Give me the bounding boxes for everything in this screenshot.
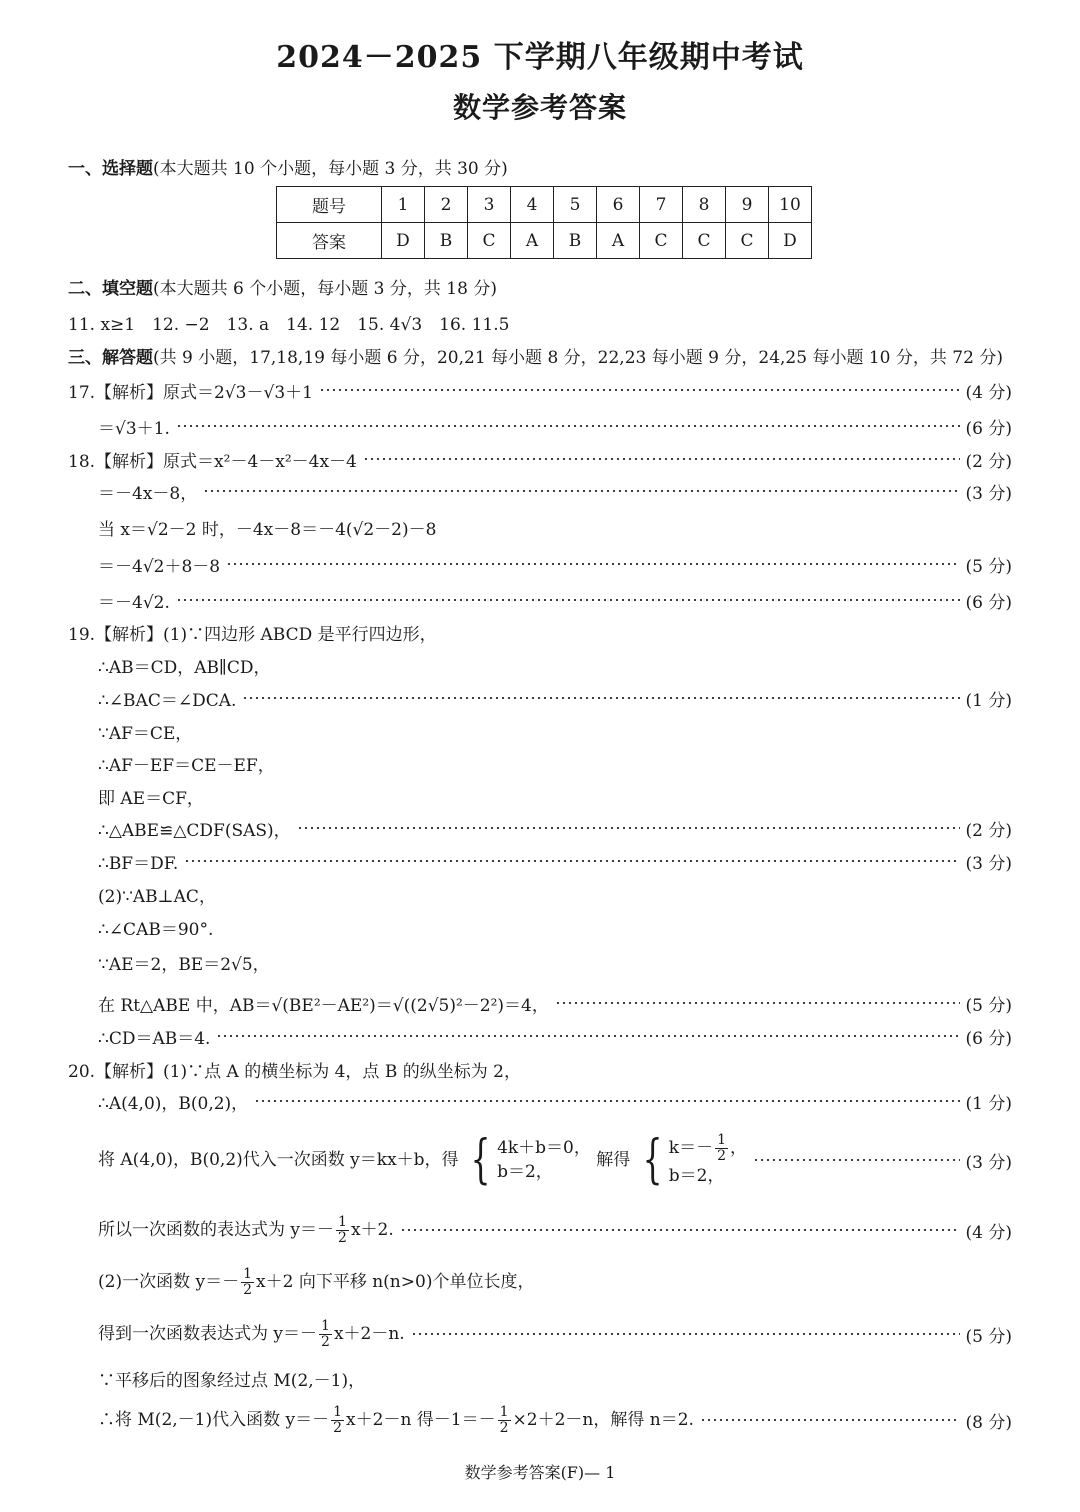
- solution-line: ∵平移后的图象经过点 M(2,－1)，: [98, 1370, 366, 1391]
- table-row: [277, 223, 812, 259]
- table-cell: 4: [511, 187, 554, 223]
- solution-line: 17.【解析】原式＝2√3－√3＋1 (4 分): [68, 382, 1012, 403]
- table-cell: D: [382, 223, 425, 259]
- answer-table: [276, 186, 812, 259]
- page-title: 2024－2025 下学期八年级期中考试: [276, 40, 804, 75]
- solution-line: (2)一次函数 y＝－ $\frac{1}{2}$ x＋2 向下平移 n(n>0)个单位长度，: [98, 1265, 535, 1298]
- solution-line: ＝√3＋1. (6 分): [98, 418, 1012, 439]
- solution-line: 将 A(4,0)，B(0,2)代入一次函数 y＝kx＋b，得 { 4k＋b＝0， b＝2， 解得 { k＝－ $\frac{1}{2}$ ， b＝2， (3 分): [98, 1130, 1012, 1190]
- solution-line: 得到一次函数表达式为 y＝－ $\frac{1}{2}$ x＋2－n. (5 分): [98, 1317, 1012, 1350]
- solution-line: 当 x＝√2－2 时，－4x－8＝－4(√2－2)－8: [98, 519, 437, 540]
- solution-line: ∴A(4,0)，B(0,2)， (1 分): [98, 1093, 1012, 1114]
- solution-line: ∴BF＝DF. (3 分): [98, 853, 1012, 874]
- solution-line: 20.【解析】(1)∵点 A 的横坐标为 4，点 B 的纵坐标为 2，: [68, 1061, 521, 1082]
- solution-line: ＝－4x－8， (3 分): [98, 483, 1012, 504]
- table-cell: C: [683, 223, 726, 259]
- solution-line: 19.【解析】(1)∵四边形 ABCD 是平行四边形，: [68, 624, 437, 645]
- table-cell: C: [468, 223, 511, 259]
- table-cell: A: [511, 223, 554, 259]
- section-choice-heading: 一、选择题(本大题共 10 个小题，每小题 3 分，共 30 分): [68, 159, 508, 179]
- solution-line: ∵AF＝CE，: [98, 723, 193, 744]
- page-footer: 数学参考答案(F)— 1: [464, 1463, 616, 1482]
- table-row: [277, 187, 812, 223]
- table-cell: 6: [597, 187, 640, 223]
- section-solve-heading: 三、解答题(共 9 小题，17,18,19 每小题 6 分，20,21 每小题 8 分，22,23 每小题 9 分，24,25 每小题 10 分，共 72 分): [68, 348, 1003, 368]
- solution-line: 在 Rt△ABE 中，AB＝√(BE²－AE²)＝√((2√5)²－2²)＝4， (5 分): [98, 995, 1012, 1016]
- table-header-answer: 答案: [277, 223, 382, 259]
- table-cell: 8: [683, 187, 726, 223]
- table-cell: 3: [468, 187, 511, 223]
- table-cell: 1: [382, 187, 425, 223]
- solution-line: ∴AF－EF＝CE－EF，: [98, 755, 275, 776]
- table-cell: A: [597, 223, 640, 259]
- solution-line: ∴△ABE≌△CDF(SAS)， (2 分): [98, 820, 1012, 841]
- section-fill-heading: 二、填空题(本大题共 6 个小题，每小题 3 分，共 18 分): [68, 279, 497, 299]
- table-cell: 2: [425, 187, 468, 223]
- equation-system: { k＝－ $\frac{1}{2}$ ， b＝2，: [642, 1130, 748, 1190]
- solution-line: ＝－4√2. (6 分): [98, 592, 1012, 613]
- solution-line: ∴∠CAB＝90°.: [98, 919, 214, 940]
- table-cell: 5: [554, 187, 597, 223]
- solution-line: (2)∵AB⊥AC，: [98, 886, 216, 907]
- solution-line: 18.【解析】原式＝x²－4－x²－4x－4 (2 分): [68, 451, 1012, 472]
- table-cell: B: [425, 223, 468, 259]
- table-cell: 7: [640, 187, 683, 223]
- table-cell: C: [640, 223, 683, 259]
- solution-line: 即 AE＝CF，: [98, 788, 204, 809]
- solution-line: ∴CD＝AB＝4. (6 分): [98, 1028, 1012, 1049]
- equation-system: { 4k＋b＝0， b＝2，: [470, 1130, 591, 1190]
- table-cell: B: [554, 223, 597, 259]
- solution-line: ∵AE＝2，BE＝2√5，: [98, 954, 270, 975]
- table-header-question: 题号: [277, 187, 382, 223]
- solution-line: 所以一次函数的表达式为 y＝－ $\frac{1}{2}$ x＋2. (4 分): [98, 1213, 1012, 1246]
- table-cell: 9: [726, 187, 769, 223]
- page-subtitle: 数学参考答案: [452, 91, 627, 124]
- fill-answers: 11. x≥1 12. −2 13. a 14. 12 15. 4√3 16. 11.5: [68, 315, 510, 335]
- solution-line: ＝－4√2＋8－8 (5 分): [98, 556, 1012, 577]
- table-cell: D: [769, 223, 812, 259]
- solution-line: ∴AB＝CD，AB∥CD，: [98, 657, 271, 678]
- table-cell: C: [726, 223, 769, 259]
- solution-line: ∴将 M(2,－1)代入函数 y＝－ $\frac{1}{2}$ x＋2－n 得－1＝－ $\frac{1}{2}$ ×2＋2－n，解得 n＝2. (8 分): [98, 1403, 1012, 1436]
- solution-line: ∴∠BAC＝∠DCA. (1 分): [98, 690, 1012, 711]
- table-cell: 10: [769, 187, 812, 223]
